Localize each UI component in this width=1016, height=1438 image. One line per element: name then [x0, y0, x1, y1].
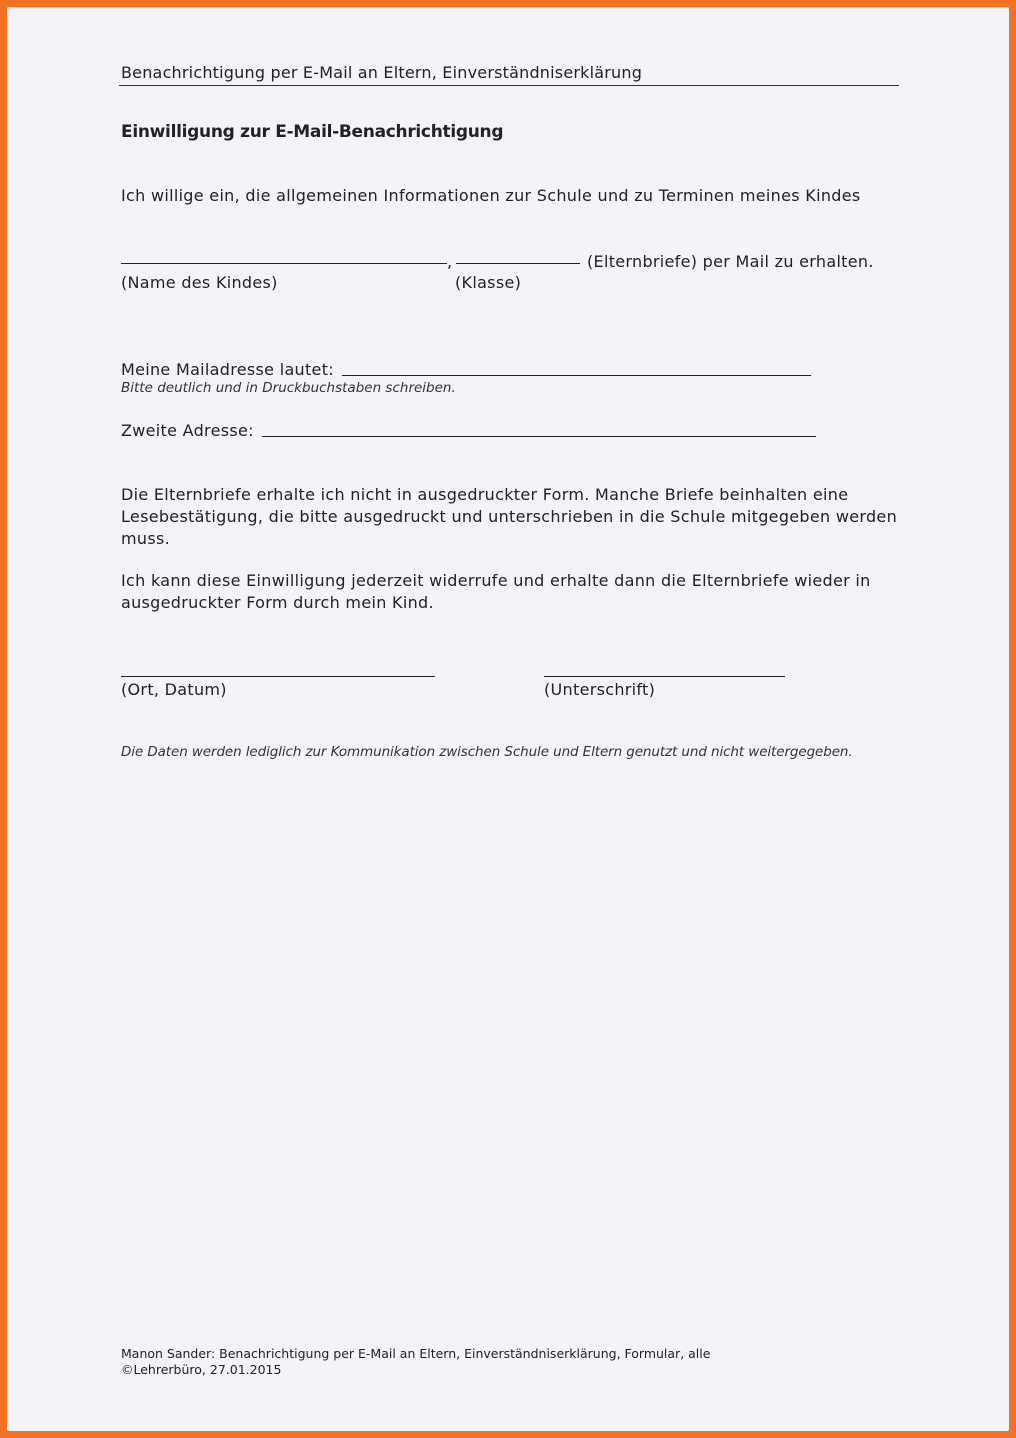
place-date-label: (Ort, Datum) [121, 680, 227, 699]
intro-text: Ich willige ein, die allgemeinen Informationen zur Schule und zu Terminen meines Kindes [121, 186, 861, 205]
paragraph-printed-letters: Die Elternbriefe erhalte ich nicht in ausgedruckter Form. Manche Briefe beinhalten eine Lesebestätigung, die bitte ausgedruckt und unterschrieben in die Schule mitgegeben werden muss. [121, 485, 898, 548]
header-divider [119, 85, 899, 86]
paragraph-revocation: Ich kann diese Einwilligung jederzeit widerrufe und erhalte dann die Elternbriefe wieder in ausgedruckter Form durch mein Kind. [121, 571, 871, 612]
email-label: Meine Mailadresse lautet: [121, 360, 334, 379]
place-date-blank[interactable] [121, 676, 435, 677]
footer-copyright-line: ©Lehrerbüro, 27.01.2015 [121, 1362, 282, 1377]
signature-label: (Unterschrift) [544, 680, 656, 699]
class-label: (Klasse) [455, 273, 522, 292]
elternbriefe-suffix: (Elternbriefe) per Mail zu erhalten. [587, 252, 874, 271]
document-page [7, 7, 1009, 1431]
child-name-blank[interactable] [121, 263, 447, 264]
child-name-label: (Name des Kindes) [121, 273, 278, 292]
comma-separator: , [447, 252, 453, 271]
class-blank[interactable] [456, 263, 580, 264]
document-title: Einwilligung zur E-Mail-Benachrichtigung [121, 122, 504, 142]
footer-author-line: Manon Sander: Benachrichtigung per E-Mail an Eltern, Einverständniserklärung, Formular, alle [121, 1346, 711, 1361]
email-hint: Bitte deutlich und in Druckbuchstaben schreiben. [121, 380, 456, 396]
email-field[interactable] [342, 375, 811, 376]
second-address-field[interactable] [262, 436, 816, 437]
second-address-label: Zweite Adresse: [121, 421, 254, 440]
signature-blank[interactable] [544, 676, 785, 677]
header-title: Benachrichtigung per E-Mail an Eltern, Einverständniserklärung [121, 63, 643, 82]
privacy-note: Die Daten werden lediglich zur Kommunikation zwischen Schule und Eltern genutzt und nicht weitergegeben. [121, 744, 853, 760]
